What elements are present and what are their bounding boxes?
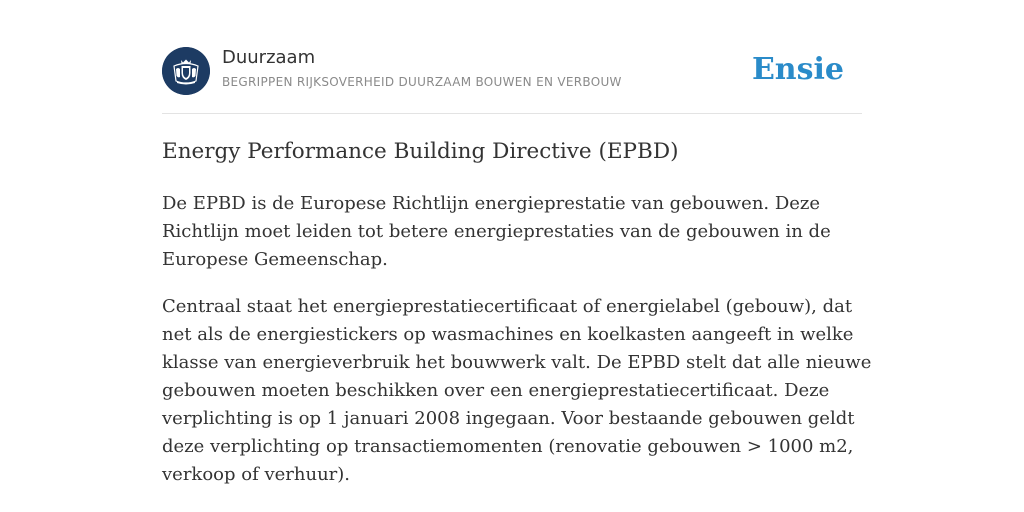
site-title[interactable]: Duurzaam: [222, 47, 316, 68]
site-subtitle[interactable]: BEGRIPPEN RIJKSOVERHEID DUURZAAM BOUWEN EN VERBOUW: [222, 75, 622, 89]
article-title: Energy Performance Building Directive (EPBD): [162, 139, 679, 164]
site-header: [162, 47, 862, 114]
article-paragraph-1: De EPBD is de Europese Richtlijn energieprestatie van gebouwen. Deze Richtlijn moet leiden tot betere energieprestaties van de gebouwen in de Europese Gemeenschap.: [162, 193, 831, 270]
coat-of-arms-icon[interactable]: [162, 47, 210, 95]
article-paragraph-2: Centraal staat het energieprestatiecertificaat of energielabel (gebouw), dat net als de energiestickers op wasmachines en koelkasten aangeeft in welke klasse van energieverbruik het bouwwerk valt. De EPBD stelt dat alle nieuwe gebouwen moeten beschikken over een energieprestatiecertificaat. Deze verplichting is op 1 januari 2008 ingegaan. Voor bestaande gebouwen geldt deze verplichting op transactiemomenten (renovatie gebouwen > 1000 m2, verkoop of verhuur).: [162, 296, 872, 485]
brand-logo[interactable]: Ensie: [751, 52, 844, 87]
